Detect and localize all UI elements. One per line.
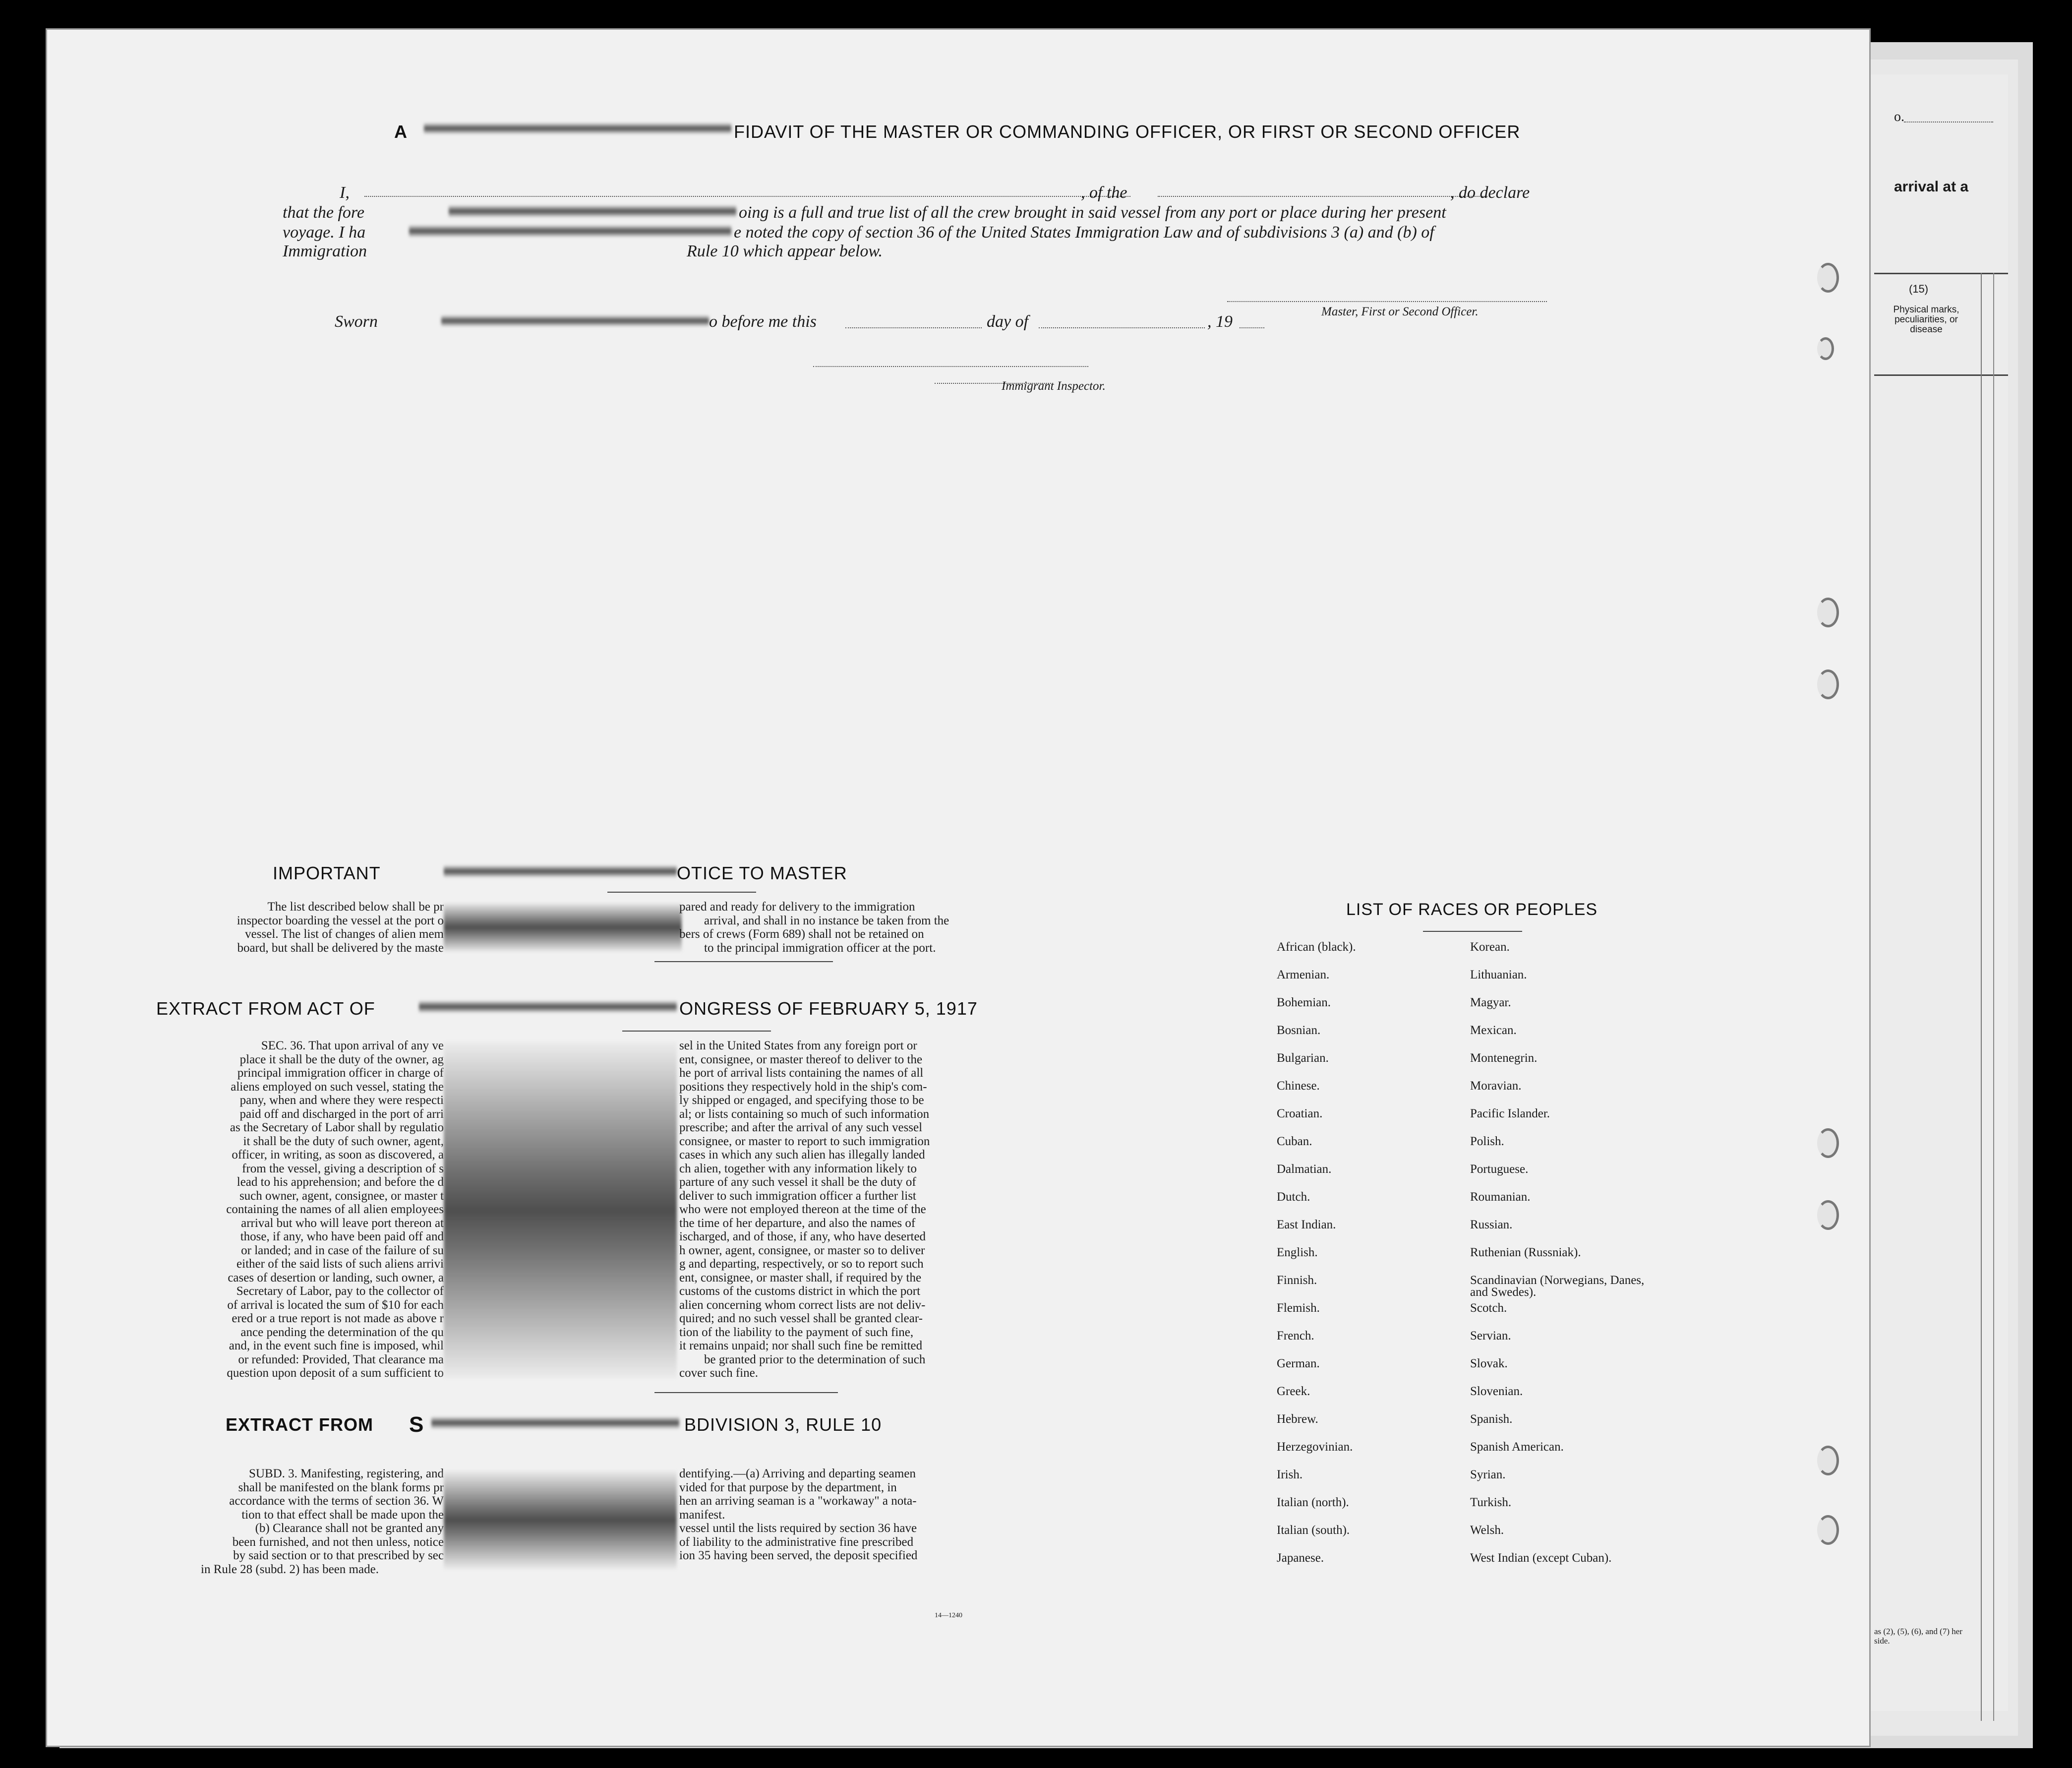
race-item: French. [1277,1329,1314,1342]
right-table-top-rule [1874,273,2008,274]
notice-right-line: bers of crews (Form 689) shall not be retained on [679,927,924,941]
race-item: Syrian. [1470,1468,1506,1481]
act-left-line: ered or a true report is not made as above r [232,1312,444,1325]
act-left-line: from the vessel, giving a description of s [242,1161,444,1175]
race-item: Bosnian. [1277,1024,1321,1037]
race-item: West Indian (except Cuban). [1470,1551,1612,1565]
act-right-line: be granted prior to the determination of such [704,1352,926,1366]
rule-title-s: S [409,1412,424,1437]
race-item: Scandinavian (Norwegians, Danes, and Swedes). [1470,1274,1645,1299]
right-arrival-text: arrival at a [1894,179,1969,195]
races-title: LIST OF RACES OR PEOPLES [1346,900,1598,919]
master-signature-label: Master, First or Second Officer. [1321,305,1479,318]
act-right-line: g and departing, respectively, or so to report such [679,1257,924,1271]
affidavit-line2-a: that the fore [283,203,364,222]
race-item: Roumanian. [1470,1190,1531,1204]
notice-bottom-rule [654,961,833,962]
affidavit-title-start: A [394,122,408,142]
rule-left-line: tion to that effect shall be made upon the [241,1508,444,1522]
race-item: Dalmatian. [1277,1162,1332,1176]
notice-left-line: The list described below shall be pr [267,900,444,914]
fold-blur [444,1470,677,1570]
punch-hole [1817,263,1839,293]
right-col-divider-2 [1993,273,1994,1721]
rule-left-line: in Rule 28 (subd. 2) has been made. [201,1562,379,1576]
act-rule [622,1031,771,1032]
rule-right-column [679,1467,1026,1563]
races-rule [1423,931,1522,932]
race-item: Servian. [1470,1329,1511,1342]
sworn-year: , 19 [1207,312,1233,331]
race-item: Irish. [1277,1468,1303,1481]
fold-blur [419,1000,677,1013]
act-right-line: ent, consignee, or master thereof to deliver to the [679,1052,923,1066]
rule-left-line: by said section or to that prescribed by sec [233,1549,444,1562]
sworn-dayof: day of [987,312,1029,331]
act-right-line: quired; and no such vessel shall be granted clear- [679,1312,923,1325]
race-item: Moravian. [1470,1079,1522,1093]
notice-left-line: inspector boarding the vessel at the port o [237,914,444,927]
notice-right-line: pared and ready for delivery to the immigration [679,900,915,914]
race-item: Italian (south). [1277,1524,1350,1537]
rule-left-column [151,1467,444,1576]
race-item: Croatian. [1277,1107,1323,1120]
act-right-line: parture of any such vessel it shall be the duty of [679,1175,916,1189]
sworn-month-blank [1039,327,1205,328]
race-item: Scotch. [1470,1301,1507,1315]
act-right-line: cases in which any such alien has illegally landed [679,1148,925,1161]
punch-hole [1817,1446,1839,1475]
act-right-line: customs of the customs district in which the port [679,1284,921,1298]
act-left-line: principal immigration officer in charge of [237,1066,444,1080]
race-item: Polish. [1470,1135,1504,1148]
act-left-line: aliens employed on such vessel, stating the [231,1080,444,1094]
act-right-line: ly shipped or engaged, and specifying those to be [679,1094,924,1107]
act-right-line: ischarged, and of those, if any, who have deserted [679,1230,926,1243]
inspector-label: Immigrant Inspector. [1002,379,1106,393]
race-item: Mexican. [1470,1024,1517,1037]
fold-blur [409,225,731,238]
affidavit-line1-of: , of the [1081,183,1127,202]
act-left-line: cases of desertion or landing, such owner, a [228,1271,444,1284]
punch-hole [1817,337,1834,360]
act-left-line: paid off and discharged in the port of arri [239,1107,444,1121]
form-page [47,30,1869,1746]
act-right-line: tion of the liability to the payment of such fine, [679,1325,914,1339]
fold-blur [444,1041,677,1379]
race-item: Turkish. [1470,1496,1512,1509]
notice-left-line: vessel. The list of changes of alien mem [245,927,444,941]
punch-hole [1817,670,1839,699]
act-left-line: or landed; and in case of the failure of su [241,1243,444,1257]
race-item: Slovak. [1470,1357,1508,1370]
act-left-line: ance pending the determination of the qu [240,1325,444,1339]
act-left-line: such owner, agent, consignee, or master t [239,1189,444,1203]
act-title-b: ONGRESS OF FEBRUARY 5, 1917 [679,998,978,1019]
races-column-2 [1470,941,1678,1606]
right-col-number: (15) [1909,283,1929,295]
rule-right-line: ion 35 having been served, the deposit specified [679,1549,918,1562]
race-item: Cuban. [1277,1135,1312,1148]
race-item: Bulgarian. [1277,1051,1329,1065]
race-item: English. [1277,1246,1318,1259]
rule-left-line: SUBD. 3. Manifesting, registering, and [248,1467,444,1480]
affidavit-line4-a: Immigration [283,242,367,260]
race-item: Armenian. [1277,968,1330,981]
act-left-line: it shall be the duty of such owner, agent, [243,1134,444,1148]
fold-blur [444,903,682,952]
act-right-line: deliver to such immigration officer a further list [679,1189,916,1203]
act-left-line: Secretary of Labor, pay to the collector of [236,1284,444,1298]
rule-left-line: (b) Clearance shall not be granted any [255,1522,444,1535]
affidavit-line2-b: oing is a full and true list of all the crew brought in said vessel from any port or place during her present [739,203,1446,222]
race-item: Italian (north). [1277,1496,1349,1509]
act-left-line: place it shall be the duty of the owner, ag [239,1052,444,1066]
act-right-line: sel in the United States from any foreign port or [679,1039,917,1052]
race-item: Japanese. [1277,1551,1324,1565]
race-item: Greek. [1277,1385,1310,1398]
right-col-header: Physical marks, peculiarities, or disease [1893,305,1959,335]
race-item: Finnish. [1277,1274,1317,1287]
fold-blur [431,1416,679,1429]
sworn-before: o before me this [709,312,817,331]
act-right-line: ch alien, together with any information likely to [679,1161,917,1175]
race-item: Chinese. [1277,1079,1320,1093]
race-item: Dutch. [1277,1190,1310,1204]
race-item: Korean. [1470,940,1510,954]
sworn-label: Sworn [335,312,378,331]
race-item: Spanish American. [1470,1440,1564,1454]
affidavit-title: FIDAVIT OF THE MASTER OR COMMANDING OFFICER, OR FIRST OR SECOND OFFICER [734,122,1521,142]
punch-hole [1817,1128,1839,1158]
fold-blur [449,205,736,218]
rule-left-line: shall be manifested on the blank forms pr [238,1480,444,1494]
affidavit-line1-i: I, [340,183,350,202]
race-item: German. [1277,1357,1320,1370]
act-left-line: question upon deposit of a sum sufficient to [227,1366,444,1380]
fold-blur [444,865,677,878]
race-item: Hebrew. [1277,1412,1318,1426]
notice-rule [607,892,756,893]
form-number: 14—1240 [935,1612,962,1619]
act-left-column [156,1039,444,1380]
race-item: Spanish. [1470,1412,1513,1426]
affidavit-line1-declare: , do declare [1450,183,1530,202]
rule-title-b: BDIVISION 3, RULE 10 [684,1414,882,1435]
right-col-divider [1981,273,1982,1721]
rule-right-line: vided for that purpose by the department, in [679,1480,897,1494]
act-bottom-rule [654,1392,838,1393]
right-footer-text: as (2), (5), (6), and (7) her side. [1874,1627,1962,1646]
act-left-line: as the Secretary of Labor shall by regulatio [230,1121,444,1134]
fold-blur [424,122,731,134]
affidavit-line4-b: Rule 10 which appear below. [687,242,883,260]
act-left-line: SEC. 36. That upon arrival of any ve [261,1039,444,1052]
act-left-line: those, if any, who have been paid off and [240,1230,444,1243]
act-right-line: ent, consignee, or master shall, if required by the [679,1271,922,1284]
race-item: Welsh. [1470,1524,1504,1537]
act-right-line: it remains unpaid; nor shall such fine be remitted [679,1339,923,1352]
act-right-line: al; or lists containing so much of such information [679,1107,930,1121]
act-right-line: who were not employed thereon at the time of the [679,1203,926,1216]
race-item: Portuguese. [1470,1162,1529,1176]
act-left-line: containing the names of all alien employees [226,1203,444,1216]
race-item: Lithuanian. [1470,968,1527,981]
notice-left-column [156,900,444,955]
name-blank [364,196,1130,197]
sworn-year-blank [1240,327,1264,328]
right-top-label: o. [1894,109,1904,124]
notice-left-line: board, but shall be delivered by the maste [237,941,444,955]
race-item: African (black). [1277,940,1356,954]
right-table-header-rule [1874,374,2008,376]
act-left-line: pany, when and where they were respecti [239,1094,444,1107]
act-right-line: prescribe; and after the arrival of any such vessel [679,1121,923,1134]
affidavit-line3-a: voyage. I ha [283,223,366,242]
race-item: Ruthenian (Russniak). [1470,1246,1581,1259]
act-left-line: either of the said lists of such aliens arrivi [237,1257,444,1271]
race-item: Montenegrin. [1470,1051,1538,1065]
act-left-line: and, in the event such fine is imposed, whil [229,1339,444,1352]
rule-left-line: accordance with the terms of section 36. W [229,1494,444,1508]
race-item: Pacific Islander. [1470,1107,1550,1120]
act-left-line: arrival but who will leave port thereon at [241,1216,444,1230]
rule-right-line: manifest. [679,1508,725,1522]
notice-title-b: OTICE TO MASTER [677,863,847,883]
act-right-column [679,1039,1026,1380]
punch-hole [1817,598,1839,627]
act-right-line: he port of arrival lists containing the names of all [679,1066,924,1080]
notice-right-line: arrival, and shall in no instance be taken from the [704,914,949,927]
act-left-line: lead to his apprehension; and before the d [237,1175,444,1189]
rule-right-line: vessel until the lists required by section 36 have [679,1522,917,1535]
race-item: Russian. [1470,1218,1513,1231]
act-right-line: alien concerning whom correct lists are not deliv- [679,1298,926,1312]
act-right-line: cover such fine. [679,1366,758,1380]
notice-title-a: IMPORTANT [273,863,381,883]
fold-blur [441,315,709,327]
inspector-signature-line [813,366,1088,367]
race-item: Herzegovinian. [1277,1440,1353,1454]
act-right-line: h owner, agent, consignee, or master so to deliver [679,1243,925,1257]
notice-right-line: to the principal immigration officer at the port. [704,941,936,955]
affidavit-line3-b: e noted the copy of section 36 of the United States Immigration Law and of subdivisions 3 (a) and (b) of [734,223,1434,242]
act-left-line: or refunded: Provided, That clearance ma [238,1352,444,1366]
act-left-line: officer, in writing, as soon as discovered, a [232,1148,444,1161]
rule-right-line: dentifying.—(a) Arriving and departing seamen [679,1467,916,1480]
master-signature-line [1227,301,1547,302]
notice-right-column [679,900,1002,955]
rule-right-line: hen an arriving seaman is a "workaway" a nota- [679,1494,917,1508]
race-item: East Indian. [1277,1218,1336,1231]
race-item: Flemish. [1277,1301,1320,1315]
race-item: Magyar. [1470,996,1511,1009]
act-title-a: EXTRACT FROM ACT OF [156,998,375,1019]
race-item: Bohemian. [1277,996,1331,1009]
act-right-line: consignee, or master to report to such immigration [679,1134,930,1148]
race-item: Slovenian. [1470,1385,1523,1398]
vessel-blank [1158,196,1487,197]
sworn-day-blank [845,327,982,328]
act-right-line: positions they respectively hold in the ship's com- [679,1080,927,1094]
punch-hole [1817,1515,1839,1545]
rule-right-line: of liability to the administrative fine prescribed [679,1535,914,1549]
rule-title-a: EXTRACT FROM [226,1414,373,1435]
punch-hole [1817,1200,1839,1230]
act-right-line: the time of her departure, and also the names of [679,1216,916,1230]
rule-left-line: been furnished, and not then unless, notice [232,1535,444,1549]
races-column-1 [1277,941,1435,1606]
act-left-line: of arrival is located the sum of $10 for each [227,1298,444,1312]
